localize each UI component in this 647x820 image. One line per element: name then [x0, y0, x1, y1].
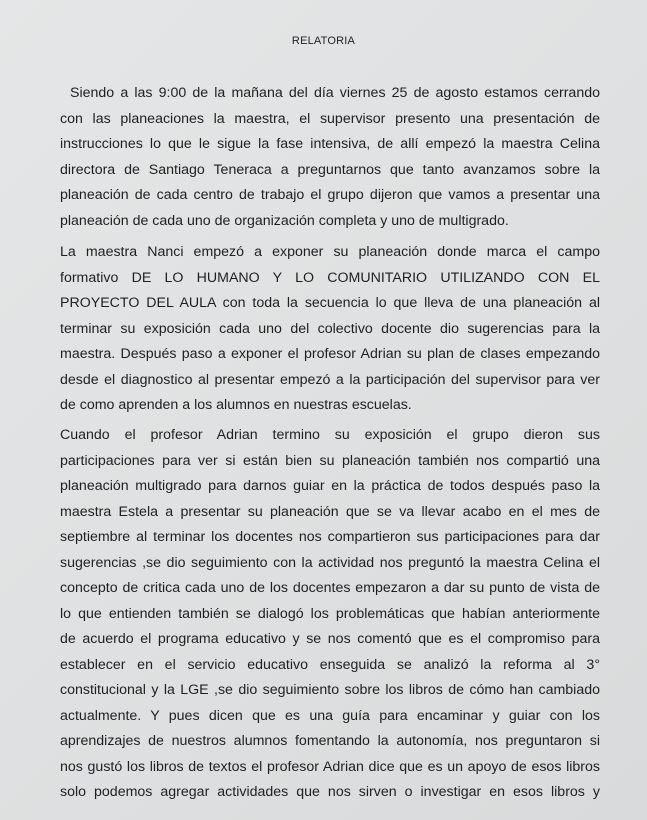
text-line: instrucciones lo que le sigue la fase intensiva, de allí empezó la maestra Celina [60, 136, 600, 152]
text-line: de como aprenden a los alumnos en nuestras escuelas. [60, 397, 412, 413]
text-line: maestra Estela a presentar su planeación que se va llevar acabo en el mes de [60, 503, 600, 520]
paragraph-1 [60, 81, 600, 234]
text-line: PROYECTO DEL AULA con toda la secuencia lo que lleva de una planeación al [60, 295, 600, 311]
text-line: establecer en el servicio educativo enseguida se analizó la reforma al 3° [60, 656, 600, 673]
text-line: maestra. Después paso a exponer el profesor Adrian su plan de clases empezando [60, 346, 600, 362]
paragraph-2 [60, 240, 600, 419]
text-line: concepto de critica cada uno de los docentes empezaron a dar su punto de vista de [60, 580, 600, 596]
document-title: RELATORIA [291, 35, 356, 47]
text-line: La maestra Nanci empezó a exponer su planeación donde marca el campo [60, 244, 600, 260]
text-line: terminar su exposición cada uno del colectivo docente dio sugerencias para la [60, 320, 600, 337]
text-line: planeación multigrado para darnos guiar en la práctica de todos después paso la [60, 478, 600, 494]
text-line: formativo DE LO HUMANO Y LO COMUNITARIO UTILIZANDO CON EL [60, 269, 600, 286]
text-line: Cuando el profesor Adrian termino su exposición el grupo dieron sus [60, 427, 600, 443]
text-line: nos gustó los libros de textos el profesor Adrian dice que es un apoyo de esos libros [60, 758, 600, 775]
text-line: de acuerdo el programa educativo y se nos comentó que es el compromiso para [60, 631, 600, 647]
text-line: planeación de cada centro de trabajo el grupo dijeron que vamos a presentar una [60, 187, 600, 203]
text-line: constitucional y la LGE ,se dio seguimiento sobre los libros de cómo han cambiado [60, 682, 600, 698]
text-line: planeación de cada uno de organización completa y uno de multigrado. [60, 212, 509, 229]
text-line: Siendo a las 9:00 de la mañana del día viernes 25 de agosto estamos cerrando [70, 85, 600, 101]
text-line: actualmente. Y pues dicen que es una guía para encaminar y guiar con los [60, 707, 600, 724]
text-line: directora de Santiago Teneraca a preguntarnos que tanto avanzamos sobre la [60, 161, 600, 178]
text-line: desde el diagnostico al presentar empezó a la participación del supervisor para ver [60, 371, 600, 388]
paragraph-3 [60, 423, 600, 806]
text-line: sugerencias ,se dio seguimiento con la actividad nos preguntó la maestra Celina el [60, 554, 600, 571]
text-line: septiembre al terminar los docentes nos compartieron sus participaciones para dar [60, 529, 600, 545]
text-line: lo que entienden también se dialogó los problemáticas que habían anteriormente [60, 605, 600, 622]
text-line: aprendizajes de nuestros alumnos fomentando la autonomía, nos preguntaron si [60, 733, 600, 749]
text-line: solo podemos agregar actividades que nos sirven o investigar en esos libros y [60, 784, 600, 800]
text-line: con las planeaciones la maestra, el supervisor presento una presentación de [60, 110, 600, 127]
text-line: participaciones para ver si están bien su planeación también nos compartió una [60, 452, 600, 469]
